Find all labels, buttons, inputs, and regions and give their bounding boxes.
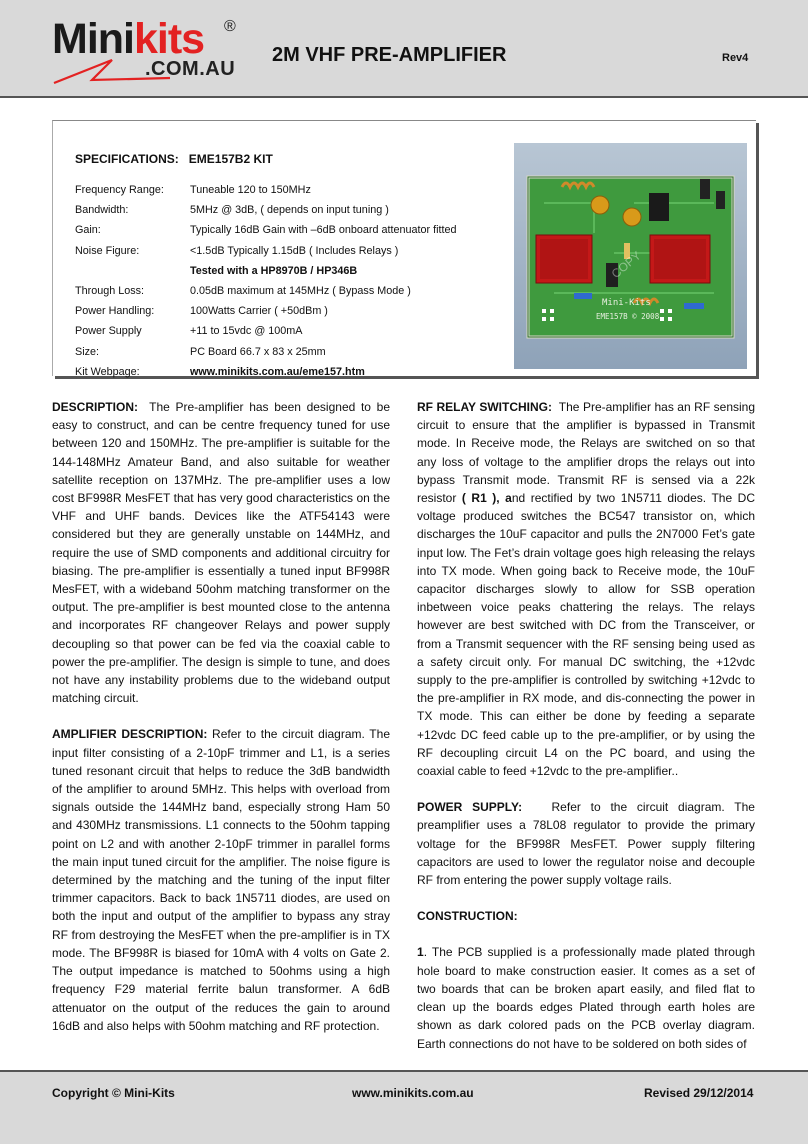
- page-header: [0, 0, 808, 98]
- pcb-label: EME157B © 2008: [596, 312, 660, 321]
- page-title: 2M VHF PRE-AMPLIFIER: [272, 44, 507, 66]
- spec-value: Typically 16dB Gain with –6dB onboard attenuator fitted: [190, 224, 457, 237]
- spec-key: Frequency Range:: [75, 184, 164, 196]
- spec-value: 100Watts Carrier ( +50dBm ): [190, 305, 328, 318]
- minikits-logo: [52, 14, 242, 84]
- spec-row: [75, 284, 505, 304]
- amplifier-description-paragraph: [52, 725, 390, 1034]
- footer-revised-date: Revised 29/12/2014: [644, 1086, 754, 1100]
- spec-row: [75, 304, 505, 324]
- construction-heading: CONSTRUCTION:: [417, 909, 518, 924]
- right-column: [417, 398, 755, 1053]
- spec-row: [75, 264, 505, 284]
- pcb-board-image: [514, 143, 747, 369]
- spec-value-link[interactable]: www.minikits.com.au/eme157.htm: [190, 365, 365, 378]
- logo-kits-text: kits: [133, 15, 205, 63]
- spec-value: +11 to 15vdc @ 100mA: [190, 325, 303, 338]
- spec-key: Bandwidth:: [75, 204, 129, 217]
- specifications-heading: SPECIFICATIONS: EME157B2 KIT: [75, 152, 273, 166]
- power-supply-heading: POWER SUPPLY:: [417, 800, 523, 815]
- footer-copyright: Copyright © Mini-Kits: [52, 1086, 175, 1100]
- spec-value: 0.05dB maximum at 145MHz ( Bypass Mode ): [190, 284, 411, 297]
- amplifier-description-text: Refer to the circuit diagram. The input filter consisting of a 2-10pF trimmer and L1, is a series tuned resonant circuit that helps to reduce the 3dB bandwidth of the amplifier to around 5MHz. This helps with overload from signals outside the 144MHz band, especially strong Ham 50 and 430MHz transmissions. L1 connects to the 50ohm tapping point on L2 and with another 2-10pF trimmer in parallel forms the main input tuned circuit for the amplifier. The noise figure is determined by the matching and the tuning of the input filter trimmer capacitors. Back to back 1N5711 diodes, are used on both the input and output of the amplifier to bypass any stray RF from destroying the MesFET when the pre-amplifier is in TX mode. The BF998R is biased for 10mA with 4 volts on Gate 2. The output impedance is matched to 50ohms using a high frequency F29 material ferrite balun transformer. A 6dB attenuator on the output of the reduces the gain to around 16dB and also helps with 50ohm matching and RF protection.: [52, 727, 390, 1033]
- spec-row: [75, 223, 505, 243]
- construction-paragraph: [417, 943, 755, 1052]
- left-column: [52, 398, 390, 1053]
- relay-switching-heading: RF RELAY SWITCHING:: [417, 400, 552, 414]
- spec-value: <1.5dB Typically 1.15dB ( Includes Relays ): [190, 244, 399, 257]
- power-supply-text: Refer to the circuit diagram. The preamplifier uses a 78L08 regulator to provide the primary voltage for the BF998R MesFET. Power supply filtering capacitors are used to lower the regulator noise and decouple RF from entering the power supply voltage rails.: [417, 800, 755, 888]
- relay-switching-paragraph: [417, 398, 755, 780]
- description-heading: DESCRIPTION:: [52, 400, 139, 414]
- description-paragraph: [52, 398, 390, 707]
- page-footer: [0, 1070, 808, 1144]
- spec-row: [75, 244, 505, 264]
- amplifier-description-heading: AMPLIFIER DESCRIPTION:: [52, 727, 208, 742]
- spec-value: Tuneable 120 to 150MHz: [190, 184, 311, 196]
- spec-row: [75, 203, 505, 223]
- specifications-box: [52, 120, 756, 376]
- spec-key: Through Loss:: [75, 284, 145, 297]
- relay-switching-text-a: The Pre-amplifier has an RF sensing circuit to ensure that the amplifier is bypassed in Transmit mode. In Receive mode, the Relays are switched on so that any loss of voltage to the amplifier drops the relays out into bypass Transmit mode. Transmit RF is sensed via a 22k resistor: [417, 400, 756, 506]
- specifications-table: [75, 183, 505, 385]
- spec-key: Kit Webpage:: [75, 365, 140, 378]
- spec-row: [75, 324, 505, 344]
- construction-step-number: 1: [417, 945, 424, 960]
- pcb-label: Mini-Kits: [602, 298, 651, 308]
- power-supply-paragraph: [417, 798, 755, 889]
- footer-website-link[interactable]: www.minikits.com.au: [352, 1086, 474, 1100]
- relay-r1-reference: ( R1 ), a: [461, 491, 512, 506]
- spec-row: [75, 365, 505, 385]
- pcb-watermark: COPY: [608, 248, 644, 282]
- spec-value: PC Board 66.7 x 83 x 25mm: [190, 345, 326, 358]
- construction-text: . The PCB supplied is a professionally made plated through hole board to make construction easier. It comes as a set of two boards that can be broken apart easily, and filed flat to clean up the boards edges Plated through earth holes are shown as dark colored pads on the PCB overlay diagram. Earth connections do not have to be soldered on both sides of: [417, 945, 755, 1051]
- logo-domain-text: .COM.AU: [145, 58, 236, 80]
- spec-key: Noise Figure:: [75, 244, 140, 257]
- relay-switching-text-b: nd rectified by two 1N5711 diodes. The DC voltage produced switches the BC547 transistor on, which discharges the 10uF capacitor and pulls the 2N7000 Fet’s gate input low. The Fet’s drain voltage goes high releasing the relays into TX mode. When going back to Receive mode, the 10uF capacitor discharges slowly to allow for SSB operation inbetween voice peaks chattering the relays. The relays however are best switched with DC from the Transceiver, or from a Transmit sequencer with the RF sensing being used as a safety circuit only. For manual DC switching, the +12vdc supply to the pre-amplifier is controlled by switching +12vdc to the pre-amplifier in RX mode, and dis-connecting the power in TX mode. This can either be done by feeding a separate +12vdc DC feed cable up to the pre-amplifier, or by using the RF decoupling circuit L4 on the PC board, and using the coaxial cable to feed +12vdc to the pre-amplifier..: [417, 491, 755, 779]
- description-text: The Pre-amplifier has been designed to be easy to construct, and can be centre frequency tuned for use between 120 and 150MHz. The pre-amplifier is suitable for the 144-148MHz Amateur Band, and also suitable for weather satellite reception on 137MHz. The pre-amplifier uses a low cost BF998R MesFET that has very good characteristics on the VHF and UHF bands. Devices like the ATF54143 were considered but they are generally unstable on 144MHz, and require the use of SMD components and additional circuitry for biasing. The pre-amplifier is essentially a tuned input BF998R MesFET, with a wideband 50ohm matching transformer on the output. The pre-amplifier is best mounted close to the antenna and incorporates RF changeover Relays and power supply decoupling so that power can be fed via the coaxial cable to power the pre-amplifier. The design is simple to tune, and does not have any instability problems due to the wideband output matching circuit.: [52, 400, 390, 706]
- spec-row: [75, 183, 505, 203]
- pcb-photo: [514, 143, 747, 369]
- spec-row: [75, 345, 505, 365]
- logo-mini-text: Mini: [52, 15, 134, 63]
- spec-key: Power Supply: [75, 325, 142, 338]
- spec-value: 5MHz @ 3dB, ( depends on input tuning ): [190, 204, 389, 217]
- spec-key: Size:: [75, 345, 100, 358]
- revision-label: Rev4: [722, 52, 749, 64]
- spec-key: Gain:: [75, 224, 101, 237]
- spec-value: Tested with a HP8970B / HP346B: [190, 264, 358, 277]
- spec-key: Power Handling:: [75, 305, 155, 318]
- logo-registered-mark: ®: [224, 18, 236, 35]
